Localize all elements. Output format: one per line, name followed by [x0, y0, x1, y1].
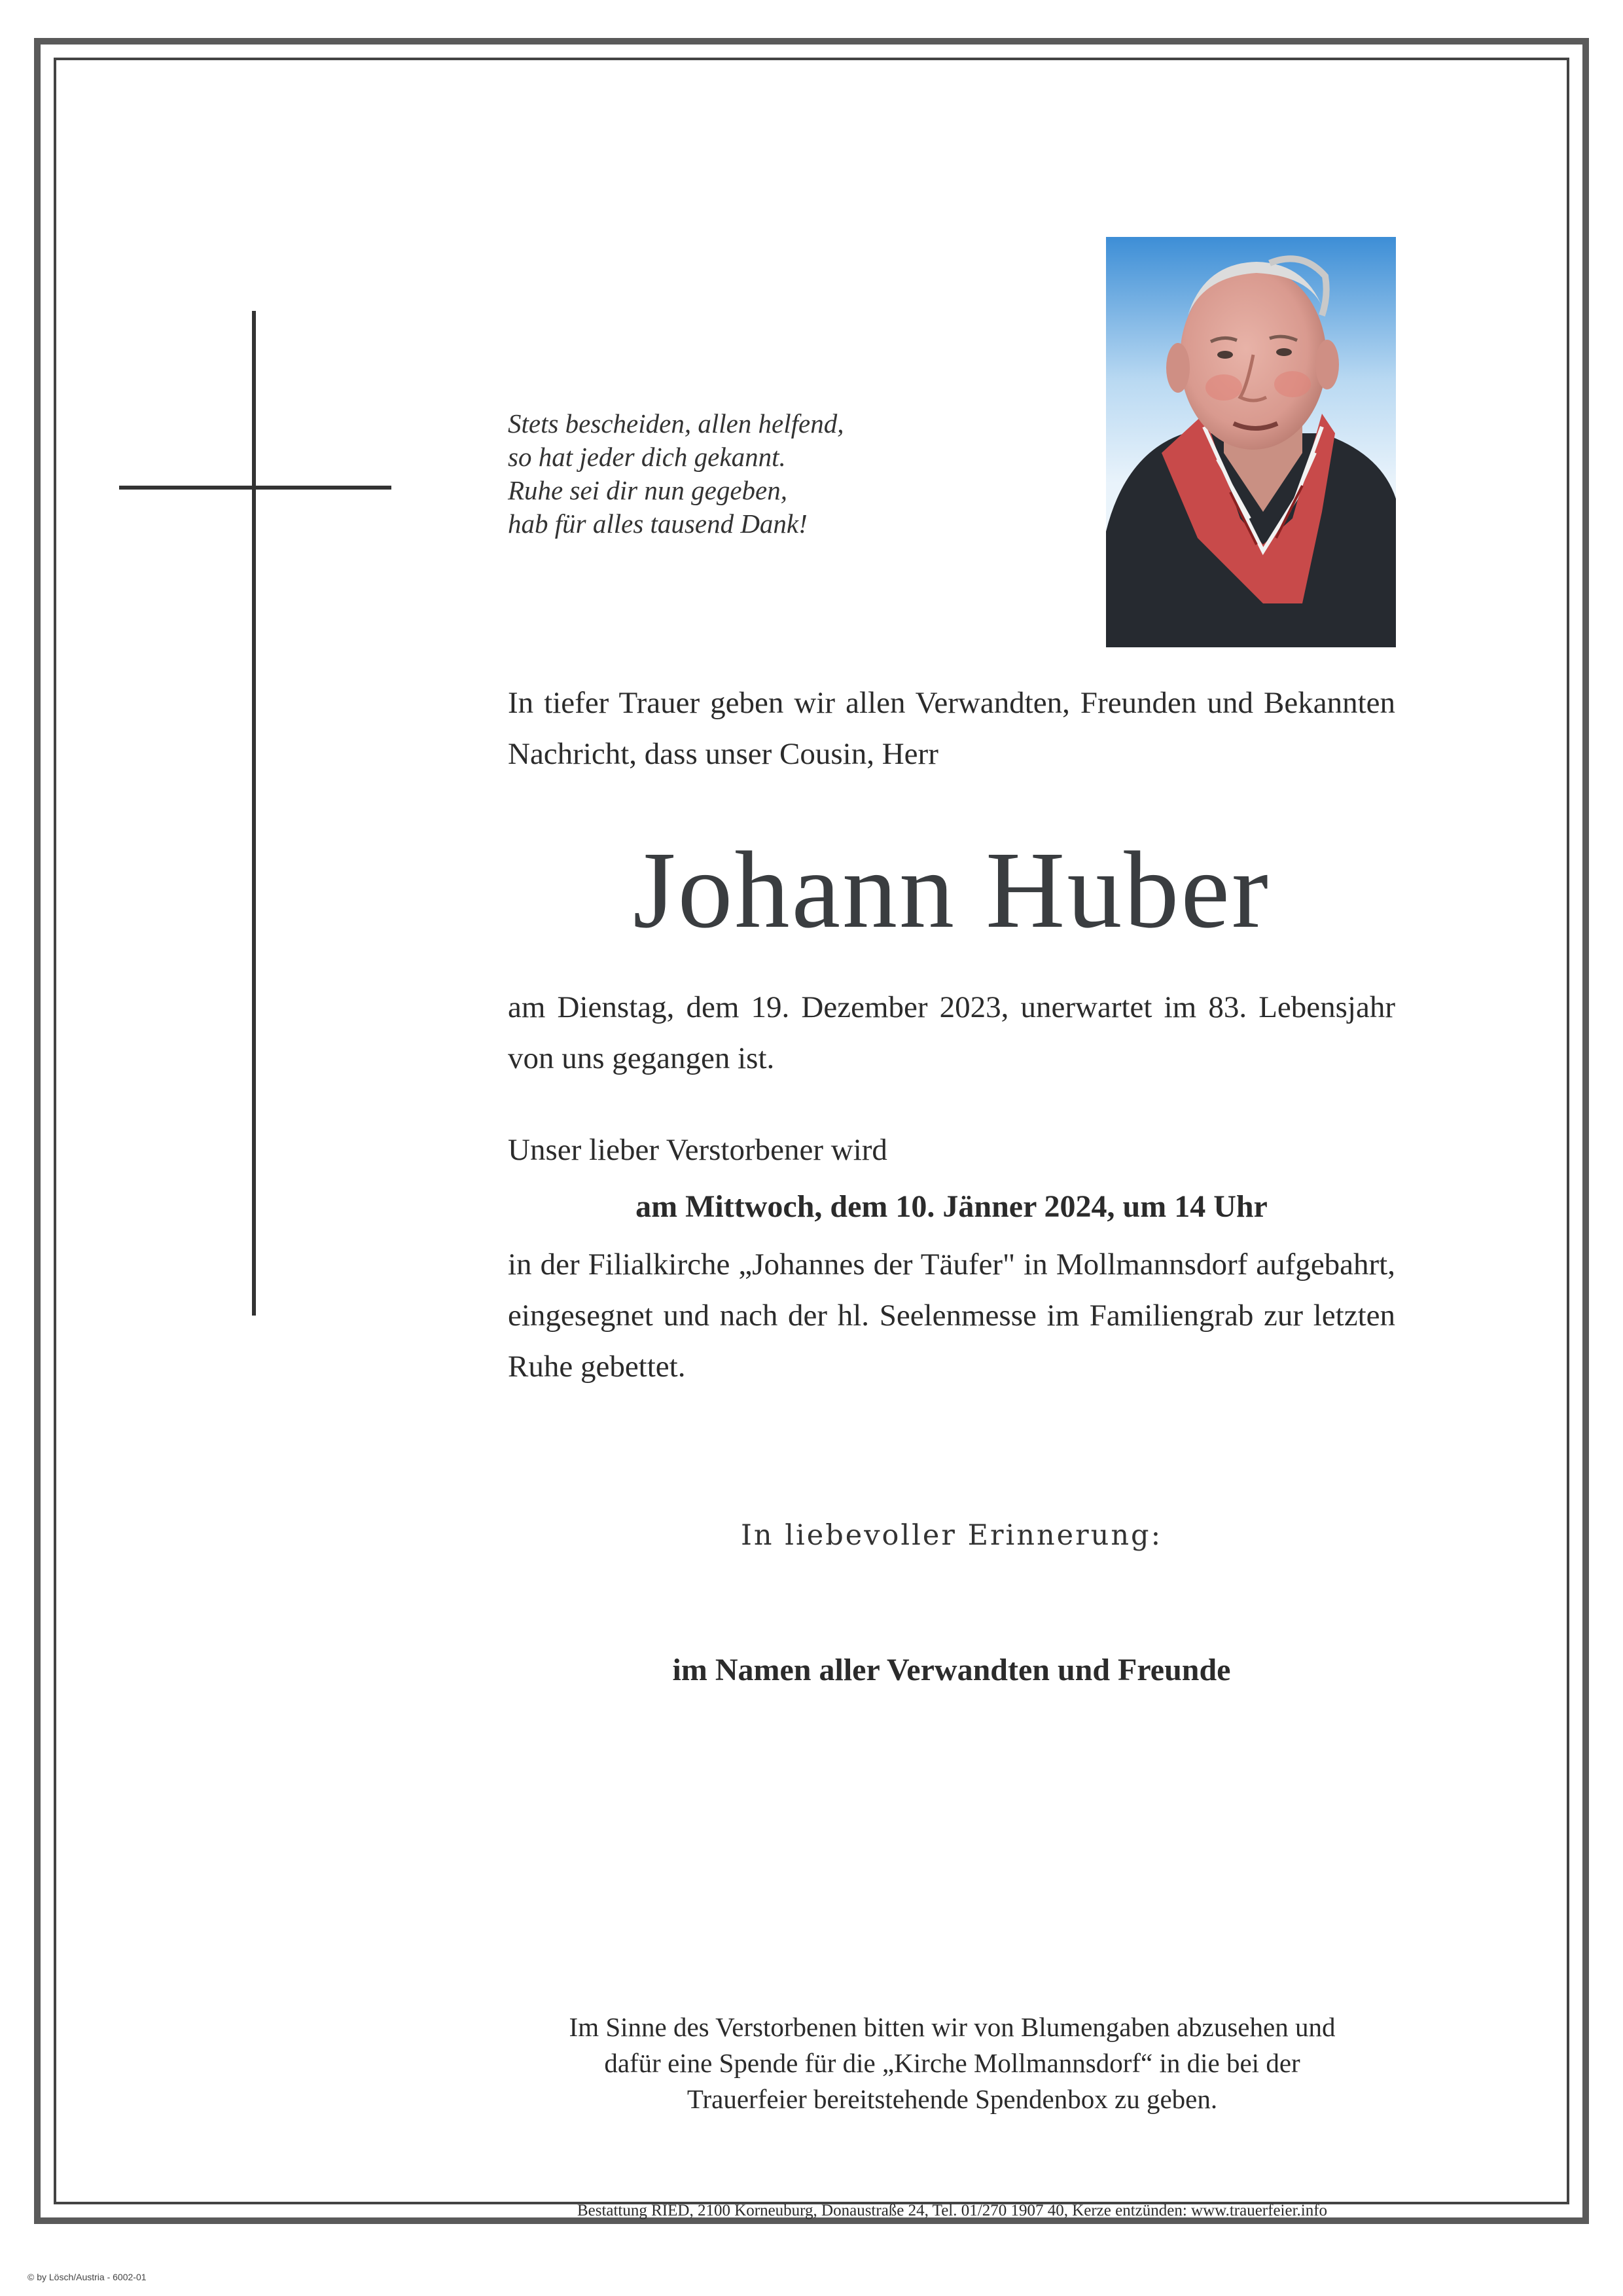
- donation-line: dafür eine Spende für die „Kirche Mollmannsdorf“ in die bei der: [604, 2048, 1300, 2078]
- deceased-name: Johann Huber: [633, 829, 1270, 951]
- intro-text: In tiefer Trauer geben wir allen Verwandten, Freunden und Bekannten Nachricht, dass unser Cousin, Herr: [508, 686, 1395, 771]
- poem-line: Stets bescheiden, allen helfend,: [508, 408, 844, 439]
- family-signature: im Namen aller Verwandten und Freunde: [672, 1653, 1231, 1687]
- cross-icon-horizontal-bar: [119, 486, 391, 490]
- donation-request: [452, 2009, 1453, 2117]
- death-notice: am Dienstag, dem 19. Dezember 2023, unerwartet im 83. Lebensjahr von uns gegangen ist.: [508, 990, 1395, 1075]
- ceremony-date: am Mittwoch, dem 10. Jänner 2024, um 14 Uhr: [635, 1189, 1268, 1224]
- donation-line: Trauerfeier bereitstehende Spendenbox zu geben.: [687, 2084, 1218, 2114]
- portrait-photo: [1106, 237, 1396, 647]
- copyright-note: © by Lösch/Austria - 6002-01: [27, 2272, 147, 2282]
- memorial-poem: [508, 407, 953, 541]
- remembrance-heading: In liebevoller Erinnerung:: [740, 1519, 1163, 1552]
- poem-line: hab für alles tausend Dank!: [508, 509, 808, 539]
- ceremony-place: in der Filialkirche „Johannes der Täufer" in Mollmannsdorf aufgebahrt, eingesegnet und nach der hl. Seelenmesse im Familiengrab zur letzten Ruhe gebettet.: [508, 1247, 1395, 1384]
- poem-line: so hat jeder dich gekannt.: [508, 442, 786, 472]
- poem-line: Ruhe sei dir nun gegeben,: [508, 475, 787, 505]
- funeral-home-footer: Bestattung RIED, 2100 Korneuburg, Donaustraße 24, Tel. 01/270 1907 40, Kerze entzünden: www.trauerfeier.info: [577, 2202, 1328, 2219]
- donation-line: Im Sinne des Verstorbenen bitten wir von Blumengaben abzusehen und: [569, 2012, 1336, 2042]
- ceremony-lead: Unser lieber Verstorbener wird: [508, 1133, 887, 1167]
- cross-icon-vertical-bar: [252, 311, 256, 1316]
